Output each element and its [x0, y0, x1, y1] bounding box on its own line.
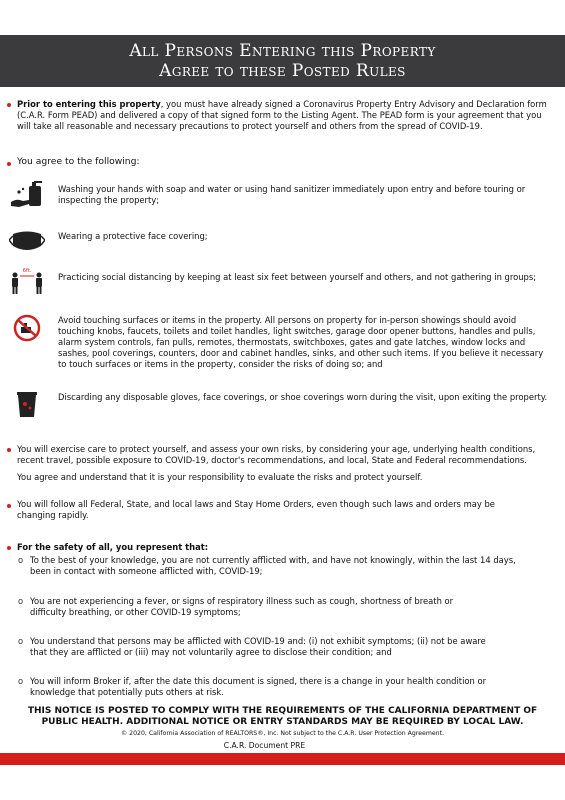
rule-text: Wearing a protective face covering;	[58, 231, 208, 241]
bullet-dot	[7, 448, 11, 452]
sub-bullet: o	[18, 596, 24, 606]
sub-bullet: o	[18, 636, 24, 646]
safety-heading: For the safety of all, you represent that:	[17, 542, 209, 552]
rule-text: Discarding any disposable gloves, face coverings, or shoe coverings worn during the visit, upon exiting the property.	[58, 392, 548, 402]
sub-bullet: o	[18, 676, 24, 686]
rule-text: Washing your hands with soap and water or using hand sanitizer immediately upon entry and before touring or inspecting the property;	[58, 184, 526, 205]
notice-line-2: PUBLIC HEALTH. ADDITIONAL NOTICE OR ENTRY STANDARDS MAY BE REQUIRED BY LOCAL LAW.	[41, 717, 524, 727]
copyright: © 2020, California Association of REALTORS®, Inc. Not subject to the C.A.R. User Protection Agreement.	[121, 730, 444, 737]
care-paragraph: You will exercise care to protect yourself, and assess your own risks, by considering your age, underlying health conditions, recent travel, possible exposure to COVID-19, doctor's recommendations, and local, State and Federal recommendations.	[17, 444, 536, 465]
footer-red-bar	[0, 753, 565, 765]
rule-text: Avoid touching surfaces or items in the property. All persons on property for in-person showings should avoid touching knobs, faucets, toilets and toilet handles, light switches, garage door opener buttons, handles and pulls, alarm system controls, fan pulls, remotes, thermostats, switchboxes, gates and gate latches, window locks and sashes, pool coverings, counters, door and cabinet handles, sinks, and other such items. If you believe it necessary to touch surfaces or items in the property, consider the risks of doing so; and	[58, 315, 544, 369]
header-line-2: Agree to these Posted Rules	[159, 61, 406, 81]
bullet-dot	[7, 504, 11, 508]
intro-bold: Prior to entering this property	[17, 99, 161, 109]
rule-text: Practicing social distancing by keeping at least six feet between yourself and others, and not gathering in groups;	[58, 272, 537, 282]
intro-text: , you must have already signed a Coronavirus Property Entry Advisory and Declaration form (C.A.R. Form PEAD) and delivered a copy of that signed form to the Listing Agent. The PEAD form is your agreement that you will take all reasonable and necessary precautions to protect yourself and others from the spread of COVID-19.	[17, 99, 547, 131]
header-line-1: All Persons Entering this Property	[129, 41, 436, 61]
no-touch-icon	[9, 313, 45, 343]
distance-label: 6ft.	[22, 268, 32, 274]
agree-heading: You agree to the following:	[17, 156, 140, 167]
safety-item: You are not experiencing a fever, or signs of respiratory illness such as cough, shortness of breath or difficulty breathing, or other COVID-19 symptoms;	[30, 596, 454, 617]
bullet-dot	[7, 162, 11, 166]
bullet-dot	[7, 546, 11, 550]
hand-sanitizer-icon	[9, 180, 45, 210]
notice-line-1: THIS NOTICE IS POSTED TO COMPLY WITH THE REQUIREMENTS OF THE CALIFORNIA DEPARTMENT OF	[27, 706, 538, 716]
face-mask-icon	[9, 226, 45, 256]
header-banner	[0, 35, 565, 87]
social-distance-icon	[9, 266, 45, 296]
safety-item: You understand that persons may be afflicted with COVID-19 and: (i) not exhibit symptoms; (ii) not be aware that they are afflicted or (iii) may not voluntarily agree to disclose their condition; and	[30, 636, 486, 657]
document-id: C.A.R. Document PRE	[223, 741, 306, 750]
safety-item: You will inform Broker if, after the date this document is signed, there is a change in your health condition or knowledge that potentially puts others at risk.	[30, 676, 487, 697]
trash-bin-icon	[9, 388, 45, 418]
sub-bullet: o	[18, 555, 24, 565]
intro-paragraph	[17, 99, 547, 131]
care-paragraph-2: You agree and understand that it is your responsibility to evaluate the risks and protect yourself.	[17, 472, 423, 482]
laws-paragraph: You will follow all Federal, State, and local laws and Stay Home Orders, even though such laws and orders may be changing rapidly.	[17, 499, 495, 520]
safety-item: To the best of your knowledge, you are not currently afflicted with, and have not knowingly, within the last 14 days, been in contact with someone afflicted with, COVID-19;	[30, 555, 516, 576]
bullet-dot	[7, 103, 11, 107]
